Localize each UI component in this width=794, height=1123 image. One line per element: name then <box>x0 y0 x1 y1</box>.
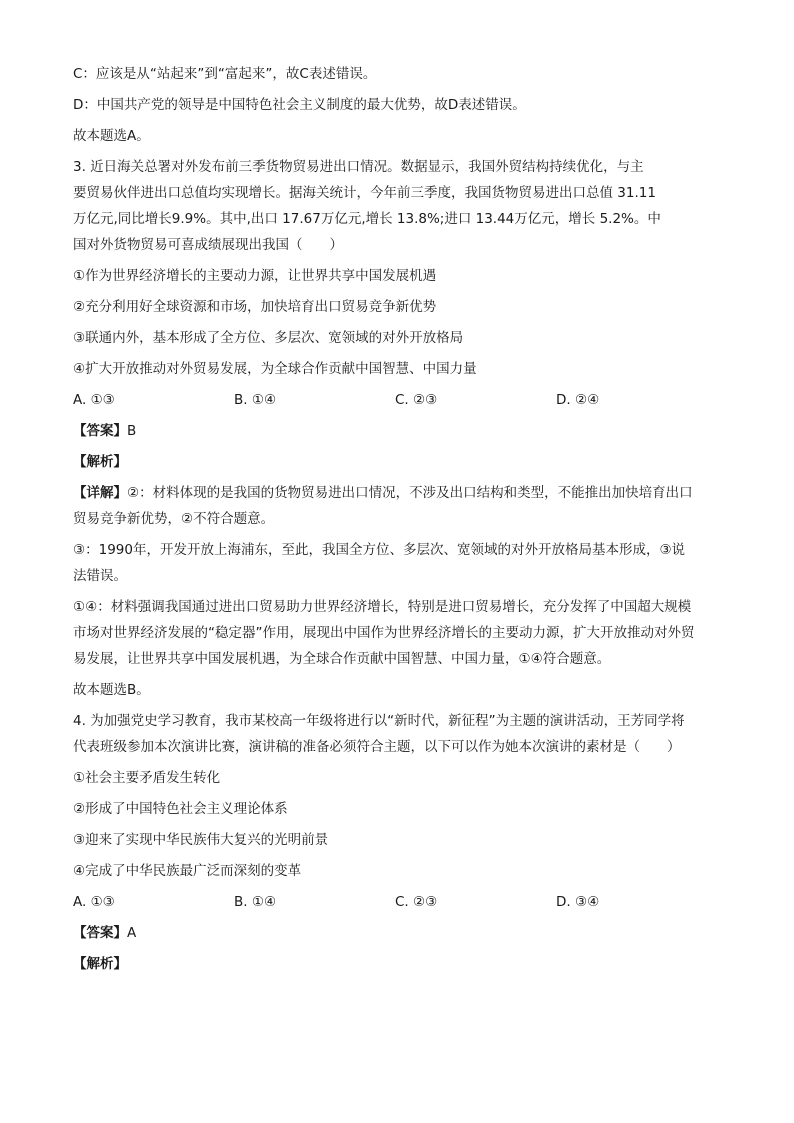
q3-stem-line-1: 3. 近日海关总署对外发布前三季货物贸易进出口情况。数据显示，我国外贸结构持续优化，与主 <box>73 159 644 175</box>
prev-analysis-line-c: C：应该是从“站起来”到“富起来”，故C表述错误。 <box>73 66 377 82</box>
q3-analysis-tag: 【解析】 <box>73 454 127 470</box>
q3-item-1: ①作为世界经济增长的主要动力源，让世界共享中国发展机遇 <box>73 268 437 284</box>
q4-option-b: B. ①④ <box>234 894 277 910</box>
q4-item-2: ②形成了中国特色社会主义理论体系 <box>73 801 288 817</box>
q3-option-a: A. ①③ <box>73 392 115 408</box>
prev-conclusion: 故本题选A。 <box>73 128 150 144</box>
q3-detail-line-6: 市场对世界经济发展的“稳定器”作用，展现出中国作为世界经济增长的主要动力源，扩大开放推动对外贸 <box>73 625 695 641</box>
q3-analysis <box>73 452 723 483</box>
q3-detail-line-4: 法错误。 <box>73 568 127 584</box>
q3-answer-value: B <box>127 423 137 439</box>
q3-conclusion: 故本题选B。 <box>73 682 150 698</box>
q4-item-4: ④完成了中华民族最广泛而深刻的变革 <box>73 863 302 879</box>
q3-options <box>73 390 723 421</box>
q3-answer <box>73 421 723 452</box>
q3-detail-line-5: ①④：材料强调我国通过进出口贸易助力世界经济增长，特别是进口贸易增长，充分发挥了中国超大规模 <box>73 599 692 615</box>
q4-stem-line-1: 4. 为加强党史学习教育，我市某校高一年级将进行以“新时代，新征程”为主题的演讲活动，王芳同学将 <box>73 713 685 729</box>
q3-option-c: C. ②③ <box>395 392 438 408</box>
question-4 <box>73 711 723 985</box>
q3-item-3: ③联通内外，基本形成了全方位、多层次、宽领域的对外开放格局 <box>73 330 464 346</box>
q4-item-1: ①社会主要矛盾发生转化 <box>73 770 221 786</box>
question-3 <box>73 157 723 711</box>
q4-options <box>73 892 723 923</box>
q3-detail-line-1 <box>73 483 723 509</box>
q3-stem-line-2: 要贸易伙伴进出口总值均实现增长。据海关统计，今年前三季度，我国货物贸易进出口总值 31.11 <box>73 185 656 201</box>
q3-answer-tag: 【答案】 <box>73 423 127 439</box>
q4-option-d: D. ③④ <box>556 894 600 910</box>
prev-analysis-line-d: D：中国共产党的领导是中国特色社会主义制度的最大优势，故D表述错误。 <box>73 97 526 113</box>
q3-detail-text-1: ②：材料体现的是我国的货物贸易进出口情况，不涉及出口结构和类型，不能推出加快培育出口 <box>127 485 693 501</box>
q4-answer-value: A <box>127 925 137 941</box>
q4-option-a: A. ①③ <box>73 894 115 910</box>
q4-answer-tag: 【答案】 <box>73 925 127 941</box>
q3-detail-line-2: 贸易竞争新优势，②不符合题意。 <box>73 511 275 527</box>
q3-item-2: ②充分利用好全球资源和市场，加快培育出口贸易竞争新优势 <box>73 299 437 315</box>
q4-answer <box>73 923 723 954</box>
q4-option-c: C. ②③ <box>395 894 438 910</box>
q3-option-b: B. ①④ <box>234 392 277 408</box>
q4-analysis-tag: 【解析】 <box>73 956 127 972</box>
q4-stem-line-2: 代表班级参加本次演讲比赛，演讲稿的准备必须符合主题，以下可以作为她本次演讲的素材是（ ） <box>73 739 681 755</box>
q3-item-4: ④扩大开放推动对外贸易发展，为全球合作贡献中国智慧、中国力量 <box>73 361 477 377</box>
q3-option-d: D. ②④ <box>556 392 600 408</box>
q3-detail-line-3: ③：1990年，开发开放上海浦东，至此，我国全方位、多层次、宽领域的对外开放格局基本形成，③说 <box>73 542 686 558</box>
q3-stem-line-4: 国对外货物贸易可喜成绩展现出我国（ ） <box>73 237 343 253</box>
q4-item-3: ③迎来了实现中华民族伟大复兴的光明前景 <box>73 832 329 848</box>
q3-detail-tag: 【详解】 <box>73 485 127 501</box>
q3-stem-line-3: 万亿元,同比增长9.9%。其中,出口 17.67万亿元,增长 13.8%;进口 13.44万亿元，增长 5.2%。中 <box>73 211 661 227</box>
q4-analysis <box>73 954 723 985</box>
document-page <box>73 64 723 985</box>
q3-detail-line-7: 易发展，让世界共享中国发展机遇，为全球合作贡献中国智慧、中国力量，①④符合题意。 <box>73 651 611 667</box>
